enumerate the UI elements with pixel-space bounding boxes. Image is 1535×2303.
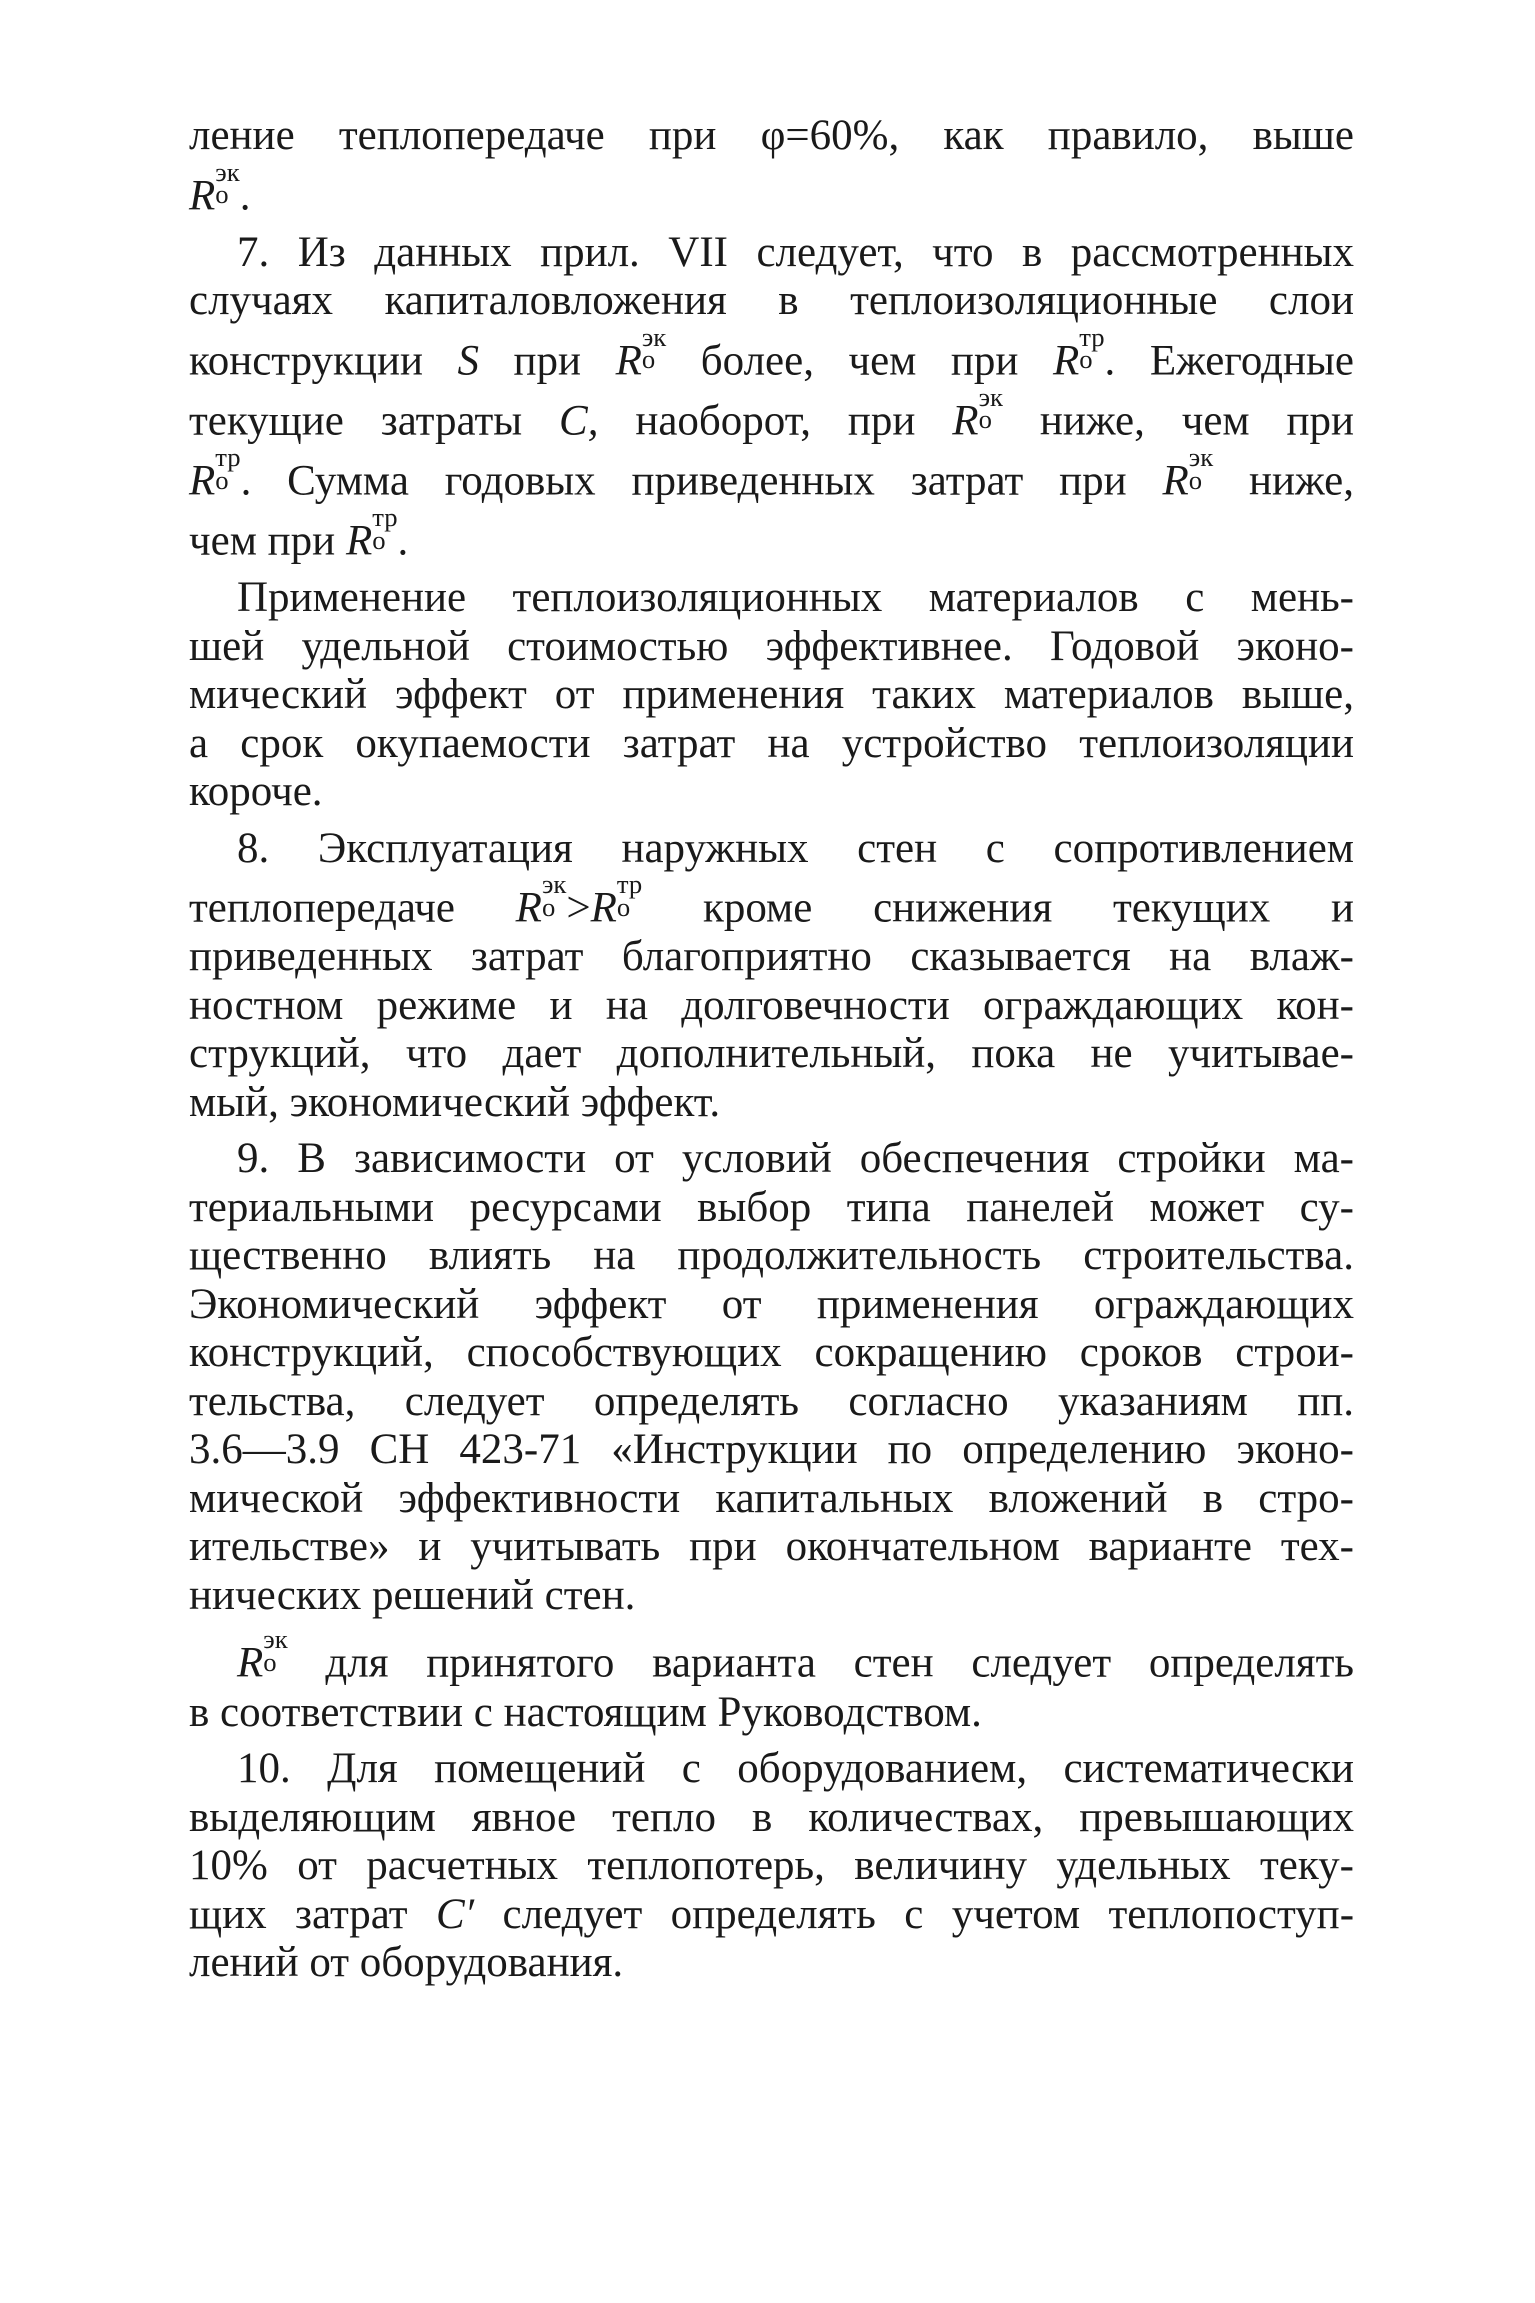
text-line: Применение теплоизоляционных материалов с мень- [237, 574, 1354, 622]
text-line: шей удельной стоимостью эффективнее. Годовой эконо- [189, 622, 1354, 670]
paragraph-10 [189, 1745, 1354, 1988]
text-line: а срок окупаемости затрат на устройство теплоизоляции [189, 719, 1354, 767]
document-body [189, 112, 1354, 1988]
text-line: ностном режиме и на долговечности ограждающих кон- [189, 981, 1354, 1029]
text-line: 7. Из данных прил. VII следует, что в рассмотренных [237, 228, 1354, 276]
text-line: тельства, следует определять согласно указаниям пп. [189, 1377, 1354, 1425]
paragraph-8 [189, 825, 1354, 1128]
text-line: 9. В зависимости от условий обеспечения стройки ма- [237, 1135, 1354, 1183]
text-line: R тр о . Сумма годовых приведенных затрат при R эк о ниже, [189, 441, 1354, 505]
r-tr-symbol: R тр о [345, 502, 398, 565]
text-line: конструкций, способствующих сокращению сроков строи- [189, 1329, 1354, 1377]
text-line: струкций, что дает дополнительный, пока не учитывае- [189, 1030, 1354, 1078]
text-line: лений от оборудования. [189, 1939, 624, 1987]
r-eq-symbol: R эк о [1162, 441, 1214, 505]
text-line: ление теплопередаче при φ=60%, как правило, выше [189, 112, 1354, 159]
r-eq-symbol: R эк о [189, 156, 240, 220]
text-line: R эк о . [189, 156, 251, 220]
text-line: териальными ресурсами выбор типа панелей может су- [189, 1183, 1354, 1231]
text-line: нических решений стен. [189, 1571, 636, 1619]
text-line: 10% от расчетных теплопотерь, величину удельных теку- [189, 1842, 1354, 1890]
paragraph-7 [189, 229, 1354, 567]
text-line: случаях капиталовложения в теплоизоляционные слои [189, 277, 1354, 325]
text-line: текущие затраты C, наоборот, при R эк о ниже, чем при [189, 381, 1354, 445]
r-tr-symbol: R тр о [189, 441, 241, 505]
r-eq-symbol: R эк о [615, 321, 667, 385]
text-line: Экономический эффект от применения ограждающих [189, 1280, 1354, 1328]
r-eq-symbol: R эк о [952, 381, 1003, 445]
text-line: 10. Для помещений с оборудованием, систематически [237, 1745, 1354, 1793]
text-line: теплопередаче R эк о >R тр о кроме снижения текущих и [189, 869, 1355, 932]
text-line: R эк о для принятого варианта стен следует определять [237, 1624, 1354, 1688]
text-line: щих затрат C′ следует определять с учетом теплопоступ- [189, 1890, 1355, 1938]
r-eq-symbol: R эк о [515, 869, 567, 932]
text-line: щественно влиять на продолжительность строительства. [189, 1232, 1354, 1280]
r-tr-symbol: R тр о [1052, 321, 1105, 385]
text-line: мический эффект от применения таких материалов выше, [189, 671, 1354, 719]
text-line: короче. [189, 768, 323, 816]
paragraph-9 [189, 1135, 1354, 1620]
text-line: приведенных затрат благоприятно сказывается на влаж- [189, 933, 1354, 981]
text-line: мической эффективности капитальных вложений в стро- [189, 1474, 1354, 1522]
text-line: мый, экономический эффект. [189, 1078, 721, 1126]
text-line: 8. Эксплуатация наружных стен с сопротивлением [237, 824, 1354, 872]
text-line: ительстве» и учитывать при окончательном варианте тех- [189, 1523, 1354, 1571]
paragraph-continued [189, 112, 1354, 221]
text-line: выделяющим явное тепло в количествах, превышающих [189, 1793, 1354, 1841]
text-line: 3.6—3.9 СН 423-71 «Инструкции по определению эконо- [189, 1426, 1354, 1474]
paragraph-7b [189, 574, 1354, 817]
text-line: в соответствии с настоящим Руководством. [189, 1688, 982, 1736]
text-line: чем при R тр о . [189, 502, 409, 565]
text-line: конструкции S при R эк о более, чем при R тр о . Ежегодные [189, 321, 1354, 385]
paragraph-9b [189, 1624, 1354, 1737]
r-eq-symbol: R эк о [237, 1624, 288, 1688]
r-tr-symbol: R тр о [590, 869, 643, 932]
